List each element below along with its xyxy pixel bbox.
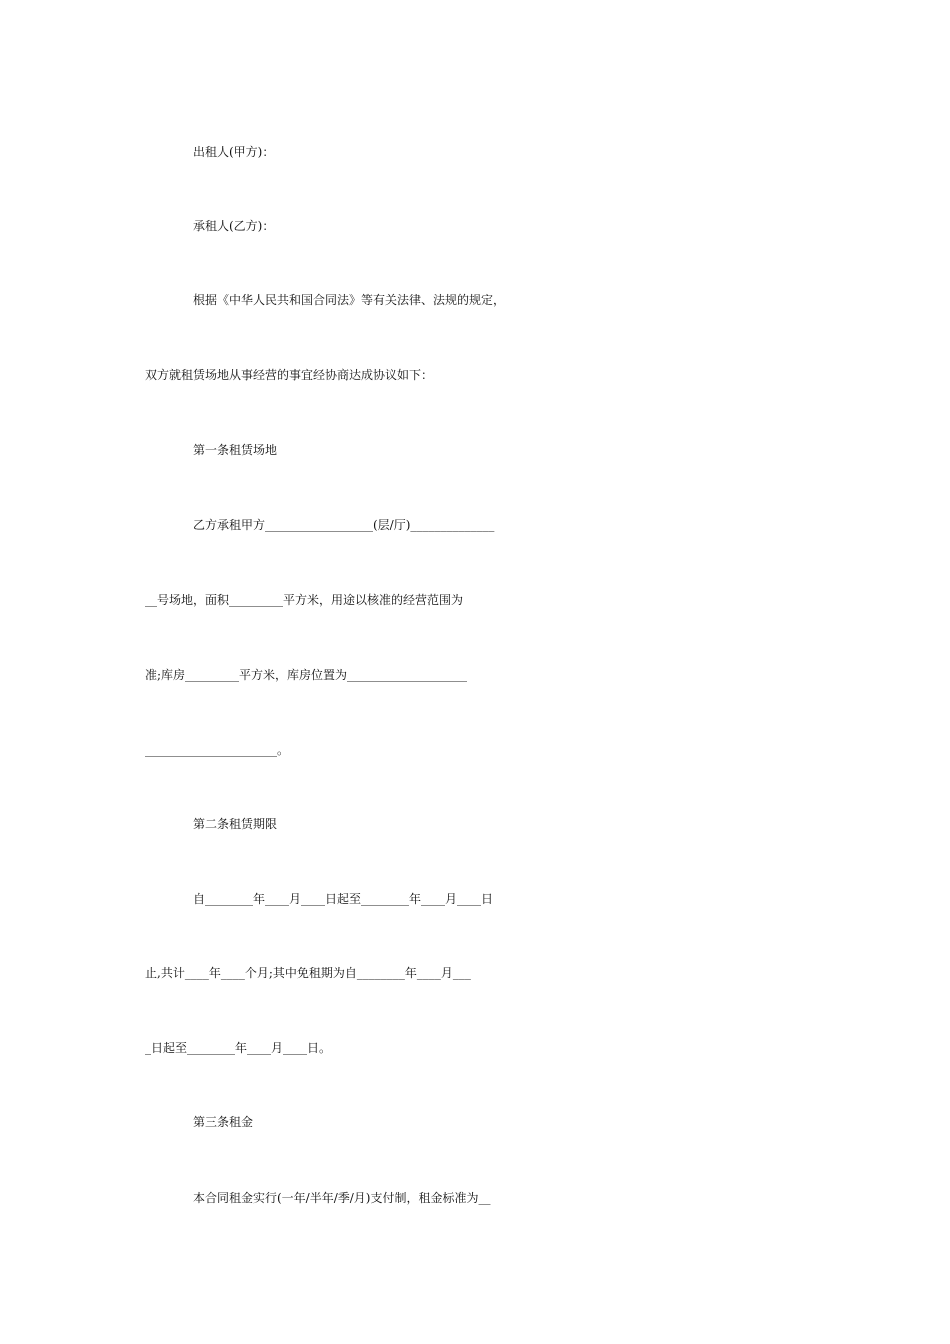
article-3-line-1: 本合同租金实行(一年/半年/季/月)支付制，租金标准为__: [193, 1191, 491, 1205]
article-2-line-3: _日起至________年____月____日。: [145, 1041, 332, 1055]
preamble-line-2: 双方就租赁场地从事经营的事宜经协商达成协议如下：: [145, 368, 434, 382]
lessee-line: 承租人(乙方)：: [193, 219, 275, 233]
article-1-heading: 第一条租赁场地: [193, 443, 278, 457]
preamble-line-1: 根据《中华人民共和国合同法》等有关法律、法规的规定，: [193, 293, 506, 307]
article-1-line-3: 准;库房_________平方米，库房位置为____________________: [145, 668, 468, 682]
article-3-heading: 第三条租金: [193, 1115, 254, 1129]
lessor-line: 出租人(甲方)：: [193, 145, 275, 159]
article-1-line-1: 乙方承租甲方__________________(层/厅)______________: [193, 518, 495, 532]
article-2-line-1: 自________年____月____日起至________年____月____日: [193, 892, 494, 906]
article-2-heading: 第二条租赁期限: [193, 817, 278, 831]
article-1-line-2: __号场地，面积_________平方米，用途以核准的经营范围为: [145, 593, 464, 607]
article-2-line-2: 止,共计____年____个月;其中免租期为自________年____月___: [145, 966, 471, 980]
article-1-line-4: ______________________。: [145, 743, 290, 757]
